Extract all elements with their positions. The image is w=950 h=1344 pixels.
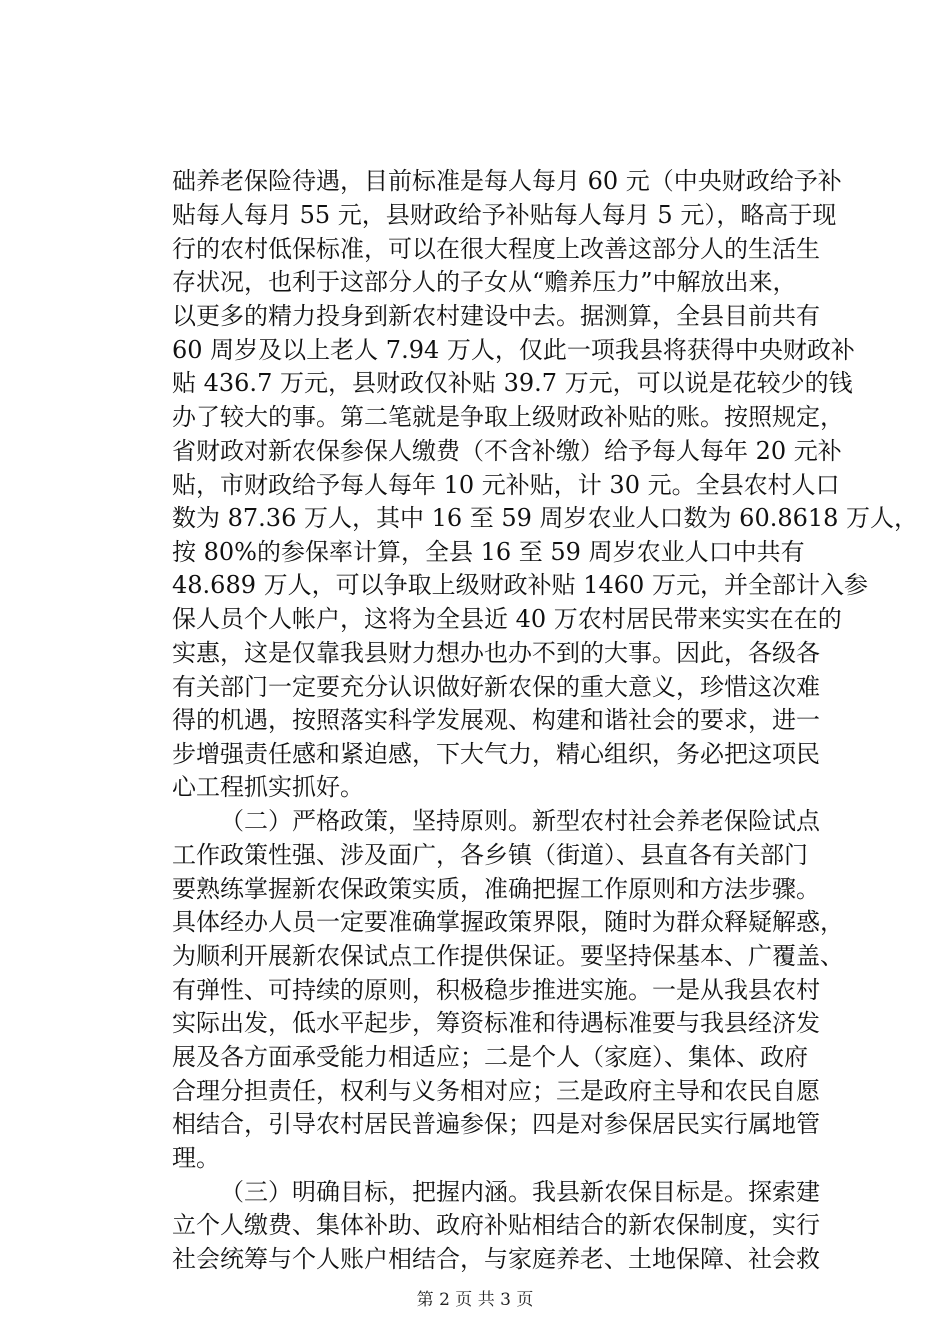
text-line: 实惠，这是仅靠我县财力想办也办不到的大事。因此，各级各	[172, 639, 820, 667]
text-line: 实际出发，低水平起步，筹资标准和待遇标准要与我县经济发	[172, 1009, 820, 1037]
text-line: 贴每人每月 55 元，县财政给予补贴每人每月 5 元），略高于现	[172, 201, 837, 229]
text-line: 保人员个人帐户，这将为全县近 40 万农村居民带来实实在在的	[172, 605, 842, 633]
page-footer: 第 2 页 共 3 页	[416, 1290, 534, 1310]
text-line: 省财政对新农保参保人缴费（不含补缴）给予每人每年 20 元补	[172, 437, 842, 465]
text-line: 存状况，也利于这部分人的子女从“赡养压力”中解放出来，	[172, 268, 797, 296]
text-line: 心工程抓实抓好。	[172, 773, 364, 801]
text-line: 数为 87.36 万人，其中 16 至 59 周岁农业人口数为 60.8618 万人，	[172, 504, 919, 532]
text-line: 要熟练掌握新农保政策实质，准确把握工作原则和方法步骤。	[172, 875, 820, 903]
text-line: 相结合，引导农村居民普遍参保；四是对参保居民实行属地管	[172, 1110, 820, 1138]
text-line: 步增强责任感和紧迫感，下大气力，精心组织，务必把这项民	[172, 740, 820, 768]
text-line: 础养老保险待遇，目前标准是每人每月 60 元（中央财政给予补	[172, 167, 842, 195]
text-line: 工作政策性强、涉及面广，各乡镇（街道）、县直各有关部门	[172, 841, 808, 869]
text-line: （三）明确目标，把握内涵。我县新农保目标是。探索建	[220, 1178, 820, 1206]
text-line: 48.689 万人，可以争取上级财政补贴 1460 万元，并全部计入参	[172, 571, 868, 599]
text-line: 具体经办人员一定要准确掌握政策界限，随时为群众释疑解惑，	[172, 908, 844, 936]
text-line: 贴，市财政给予每人每年 10 元补贴，计 30 元。全县农村人口	[172, 471, 840, 499]
text-line: 有关部门一定要充分认识做好新农保的重大意义，珍惜这次难	[172, 673, 820, 701]
text-line: 以更多的精力投身到新农村建设中去。据测算，全县目前共有	[172, 302, 820, 330]
text-line: 办了较大的事。第二笔就是争取上级财政补贴的账。按照规定，	[172, 403, 844, 431]
text-line: 贴 436.7 万元，县财政仅补贴 39.7 万元，可以说是花较少的钱	[172, 369, 853, 397]
text-line: 社会统筹与个人账户相结合，与家庭养老、土地保障、社会救	[172, 1245, 820, 1273]
text-line: 行的农村低保标准，可以在很大程度上改善这部分人的生活生	[172, 235, 820, 263]
text-line: 理。	[172, 1144, 220, 1172]
text-line: 按 80%的参保率计算，全县 16 至 59 周岁农业人口中共有	[172, 538, 805, 566]
text-line: 得的机遇，按照落实科学发展观、构建和谐社会的要求，进一	[172, 706, 820, 734]
text-line: 展及各方面承受能力相适应；二是个人（家庭）、集体、政府	[172, 1043, 808, 1071]
text-line: 立个人缴费、集体补助、政府补贴相结合的新农保制度，实行	[172, 1211, 820, 1239]
text-line: 有弹性、可持续的原则，积极稳步推进实施。一是从我县农村	[172, 976, 820, 1004]
text-line: 为顺利开展新农保试点工作提供保证。要坚持保基本、广覆盖、	[172, 942, 844, 970]
text-line: 合理分担责任，权利与义务相对应；三是政府主导和农民自愿	[172, 1077, 820, 1105]
text-line: （二）严格政策，坚持原则。新型农村社会养老保险试点	[220, 807, 820, 835]
text-line: 60 周岁及以上老人 7.94 万人，仅此一项我县将获得中央财政补	[172, 336, 855, 364]
